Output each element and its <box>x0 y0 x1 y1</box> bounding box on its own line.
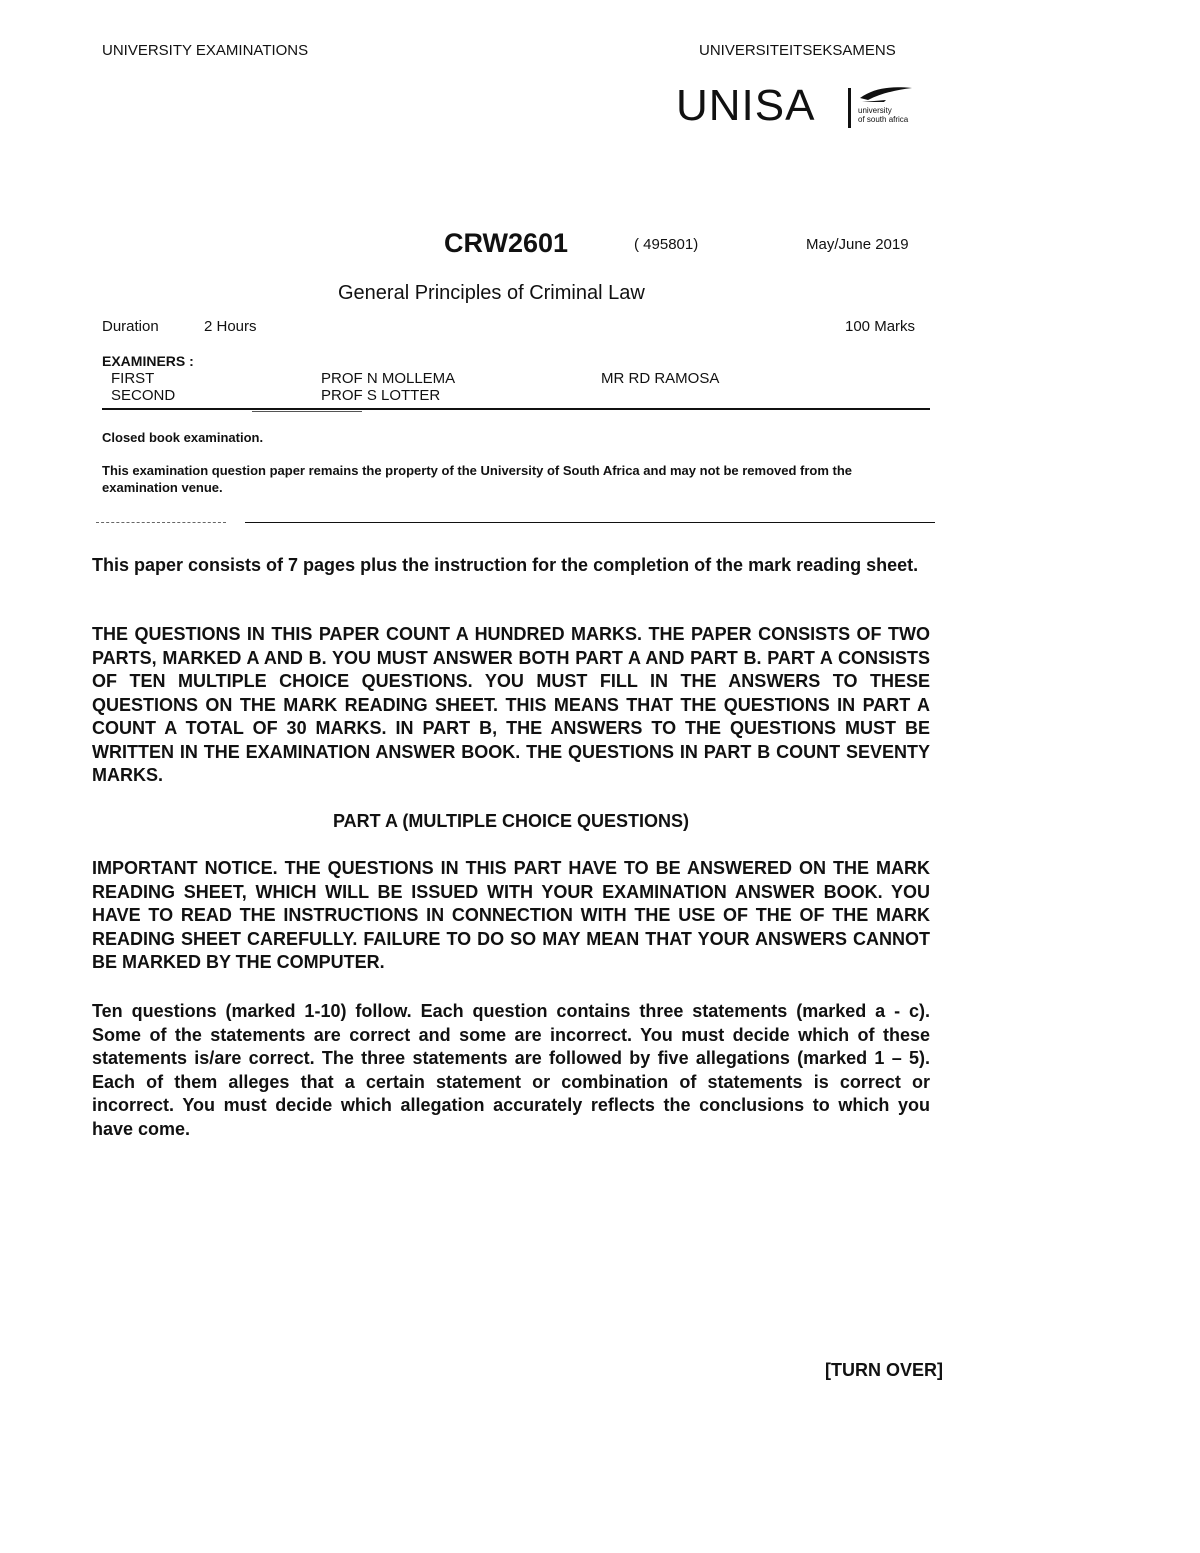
second-examiner-name: PROF S LOTTER <box>321 387 441 404</box>
total-marks: 100 Marks <box>845 318 916 335</box>
divider-mark <box>252 411 362 412</box>
second-examiner-label: SECOND <box>111 387 176 404</box>
closed-book-notice: Closed book examination. <box>102 430 264 445</box>
header-right-text: UNIVERSITEITSEKSAMENS <box>699 42 896 59</box>
first-examiner-name-2: MR RD RAMOSA <box>601 370 720 387</box>
course-title: General Principles of Criminal Law <box>338 282 645 304</box>
logo-tagline-2: of south africa <box>858 115 909 124</box>
logo-wordmark: UNISA <box>676 81 816 130</box>
logo-tagline-1: university <box>858 106 892 115</box>
logo-divider <box>848 88 851 128</box>
instructions-paragraph: Ten questions (marked 1-10) follow. Each question contains three statements (marked a - c). Some of the statements are correct and some are incorrect. You must decide which of these statements is/are correct. The three statements are followed by five allegations (marked 1 – 5). Each of them alleges that a certain statement or combination of statements is correct or incorrect. You must decide which allegation accurately reflects the conclusions to which you have come. <box>92 1001 930 1139</box>
dashed-divider <box>96 522 226 523</box>
examiners-heading: EXAMINERS : <box>102 353 194 369</box>
logo-bird-icon <box>856 84 916 104</box>
section-divider <box>245 522 935 523</box>
pages-paragraph: This paper consists of 7 pages plus the instruction for the completion of the mark reading sheet. <box>92 555 919 575</box>
duration-value: 2 Hours <box>204 318 257 335</box>
first-examiner-name: PROF N MOLLEMA <box>321 370 456 387</box>
exam-session: May/June 2019 <box>806 236 909 253</box>
first-examiner-label: FIRST <box>111 370 155 387</box>
unisa-logo <box>676 80 916 132</box>
turn-over-label: [TURN OVER] <box>825 1360 943 1380</box>
header-divider <box>102 408 930 410</box>
part-a-heading: PART A (MULTIPLE CHOICE QUESTIONS) <box>333 811 689 831</box>
important-notice-paragraph: IMPORTANT NOTICE. THE QUESTIONS IN THIS PART HAVE TO BE ANSWERED ON THE MARK READING SHEET, WHICH WILL BE ISSUED WITH YOUR EXAMINATION ANSWER BOOK. YOU HAVE TO READ THE INSTRUCTIONS IN CONNECTION WITH THE USE OF THE OF THE MARK READING SHEET CAREFULLY. FAILURE TO DO SO MAY MEAN THAT YOUR ANSWERS CANNOT BE MARKED BY THE COMPUTER. <box>92 858 930 972</box>
course-code: CRW2601 <box>444 228 569 258</box>
duration-label: Duration <box>102 318 159 335</box>
questions-paragraph: THE QUESTIONS IN THIS PAPER COUNT A HUNDRED MARKS. THE PAPER CONSISTS OF TWO PARTS, MARKED A AND B. YOU MUST ANSWER BOTH PART A AND PART B. PART A CONSISTS OF TEN MULTIPLE CHOICE QUESTIONS. YOU MUST FILL IN THE ANSWERS TO THESE QUESTIONS ON THE MARK READING SHEET. THIS MEANS THAT THE QUESTIONS IN PART A COUNT A TOTAL OF 30 MARKS. IN PART B, THE ANSWERS TO THE QUESTIONS MUST BE WRITTEN IN THE EXAMINATION ANSWER BOOK. THE QUESTIONS IN PART B COUNT SEVENTY MARKS. <box>92 624 930 785</box>
header-left-text: UNIVERSITY EXAMINATIONS <box>102 42 309 59</box>
paper-number: ( 495801) <box>634 236 699 253</box>
property-notice: This examination question paper remains the property of the University of South Africa and may not be removed from the examination venue. <box>102 463 853 495</box>
